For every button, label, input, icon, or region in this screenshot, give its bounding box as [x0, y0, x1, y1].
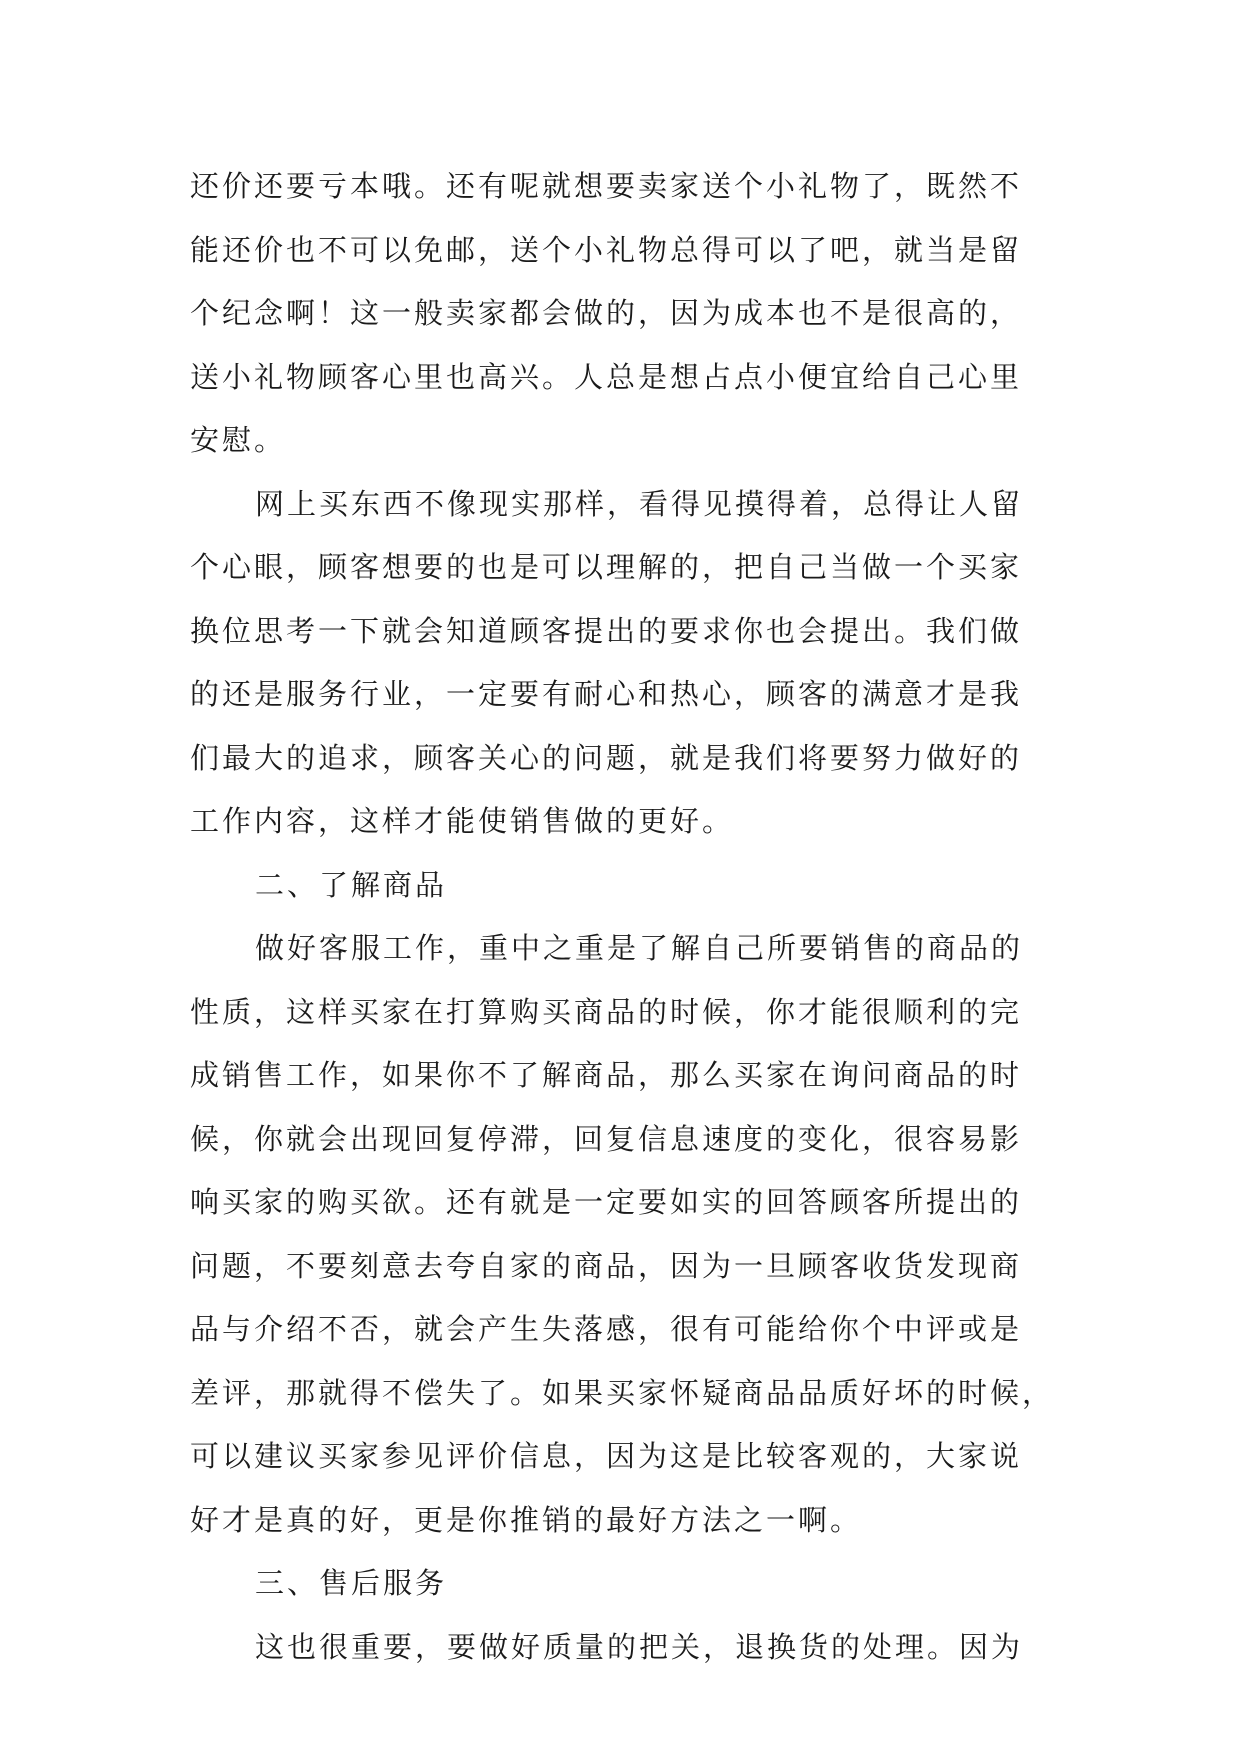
text-line: 工作内容，这样才能使销售做的更好。	[190, 804, 735, 838]
text-line: 们最大的追求，顾客关心的问题，就是我们将要努力做好的	[190, 740, 1023, 775]
text-line: 还价还要亏本哦。还有呢就想要卖家送个小礼物了，既然不	[190, 169, 1023, 203]
paragraph-product-knowledge	[190, 917, 1060, 1552]
paragraph-online-shopping	[190, 473, 1060, 854]
section-heading-understand-products: 二、了解商品	[255, 867, 448, 902]
text-line: 问题，不要刻意去夸自家的商品，因为一旦顾客收货发现商	[190, 1248, 1023, 1283]
text-line: 可以建议买家参见评价信息，因为这是比较客观的，大家说	[190, 1439, 1023, 1473]
paragraph-continuation	[190, 155, 1060, 473]
text-line: 的还是服务行业，一定要有耐心和热心，顾客的满意才是我	[190, 677, 1023, 711]
text-line: 好才是真的好，更是你推销的最好方法之一啊。	[190, 1502, 863, 1537]
text-line: 响买家的购买欲。还有就是一定要如实的回答顾客所提出的	[190, 1185, 1023, 1219]
text-line: 差评，那就得不偿失了。如果买家怀疑商品品质好坏的时候，	[190, 1375, 1055, 1410]
text-line: 个纪念啊！这一般卖家都会做的，因为成本也不是很高的，	[190, 296, 1023, 330]
text-line: 安慰。	[190, 423, 287, 457]
text-line: 能还价也不可以免邮，送个小礼物总得可以了吧，就当是留	[190, 232, 1023, 267]
paragraph-after-sales	[190, 1616, 1060, 1680]
text-line: 候，你就会出现回复停滞，回复信息速度的变化，很容易影	[190, 1121, 1023, 1156]
text-line: 个心眼，顾客想要的也是可以理解的，把自己当做一个买家	[190, 550, 1023, 584]
text-line: 做好客服工作，重中之重是了解自己所要销售的商品的	[255, 931, 1024, 965]
text-line: 网上买东西不像现实那样，看得见摸得着，总得让人留	[255, 486, 1024, 521]
text-line: 成销售工作，如果你不了解商品，那么买家在询问商品的时	[190, 1058, 1023, 1092]
text-line: 这也很重要，要做好质量的把关，退换货的处理。因为	[255, 1629, 1024, 1664]
text-line: 品与介绍不否，就会产生失落感，很有可能给你个中评或是	[190, 1312, 1023, 1346]
text-line: 送小礼物顾客心里也高兴。人总是想占点小便宜给自己心里	[190, 359, 1023, 394]
text-line: 性质，这样买家在打算购买商品的时候，你才能很顺利的完	[190, 994, 1023, 1029]
document-body	[190, 155, 1060, 1679]
section-heading-after-sales: 三、售后服务	[255, 1566, 448, 1600]
text-line: 换位思考一下就会知道顾客提出的要求你也会提出。我们做	[190, 613, 1023, 648]
